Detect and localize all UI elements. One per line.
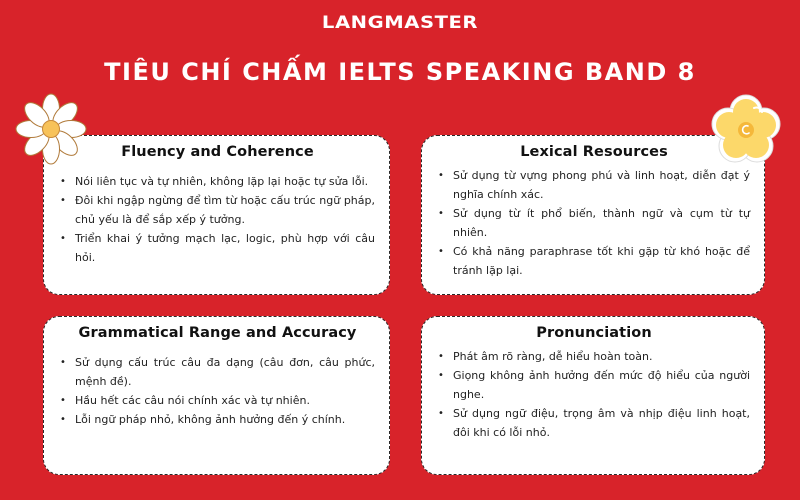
criteria-list (438, 347, 750, 442)
criteria-list (438, 166, 750, 280)
list-item: • Sử dụng từ vựng phong phú và linh hoạt, diễn đạt ý nghĩa chính xác. (438, 166, 750, 204)
list-item: • Hầu hết các câu nói chính xác và tự nhiên. (60, 391, 375, 410)
page-title: TIÊU CHÍ CHẤM IELTS SPEAKING BAND 8 (104, 58, 696, 86)
card-title: Pronunciation (536, 325, 652, 341)
list-item: • Giọng không ảnh hưởng đến mức độ hiểu của người nghe. (438, 366, 750, 404)
list-item: • Nói liên tục và tự nhiên, không lặp lại hoặc tự sửa lỗi. (60, 172, 375, 191)
yellow-flower-icon (706, 94, 784, 164)
list-item: • Lỗi ngữ pháp nhỏ, không ảnh hưởng đến ý chính. (60, 410, 375, 429)
card-pronunciation (421, 316, 765, 475)
list-item: • Đôi khi ngập ngừng để tìm từ hoặc cấu trúc ngữ pháp, chủ yếu là để sắp xếp ý tưởng. (60, 191, 375, 229)
card-title: Grammatical Range and Accuracy (78, 325, 357, 341)
list-item: • Phát âm rõ ràng, dễ hiểu hoàn toàn. (438, 347, 750, 366)
list-item: • Có khả năng paraphrase tốt khi gặp từ khó hoặc để tránh lặp lại. (438, 242, 750, 280)
brand-logo: LANGMASTER (321, 13, 479, 33)
white-daisy-icon (14, 92, 88, 166)
criteria-list (60, 353, 375, 429)
list-item: • Triển khai ý tưởng mạch lạc, logic, phù hợp với câu hỏi. (60, 229, 375, 267)
list-item: • Sử dụng ngữ điệu, trọng âm và nhịp điệu linh hoạt, đôi khi có lỗi nhỏ. (438, 404, 750, 442)
card-title: Fluency and Coherence (121, 144, 314, 160)
list-item: • Sử dụng từ ít phổ biến, thành ngữ và cụm từ tự nhiên. (438, 204, 750, 242)
criteria-list (60, 172, 375, 267)
card-title: Lexical Resources (520, 144, 668, 160)
list-item: • Sử dụng cấu trúc câu đa dạng (câu đơn, câu phức, mệnh đề). (60, 353, 375, 391)
card-grammatical-range-accuracy (43, 316, 390, 475)
card-fluency-coherence (43, 135, 390, 295)
